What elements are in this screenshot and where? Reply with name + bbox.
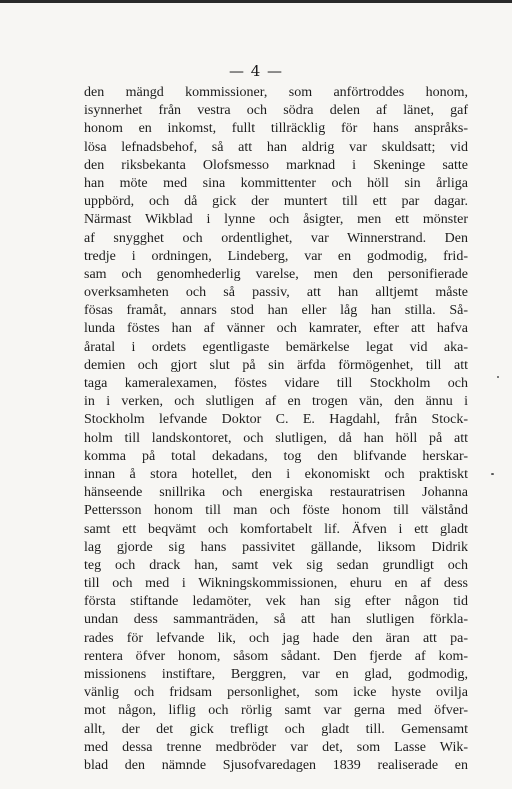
body-text	[84, 84, 468, 775]
text-line: blad den nämnde Sjusofvaredagen 1839 realiserade en	[84, 757, 468, 773]
text-line: till och med i Wikningskommissionen, ehuru en af dess	[84, 576, 468, 592]
text-line: mot någon, liflig och rörlig samt var gerna med öfver-	[84, 703, 468, 719]
text-line: af snygghet och ordentlighet, var Winnerstrand. Den	[84, 230, 468, 246]
text-line: overksamheten och så passiv, att han alltjemt måste	[84, 285, 468, 301]
text-line: Stockholm lefvande Doktor C. E. Hagdahl, från Stock-	[84, 412, 468, 428]
text-line: missionens instiftare, Berggren, var en glad, godmodig,	[84, 667, 468, 682]
text-line: lunda föstes han af vänner och kamrater, efter att hafva	[84, 321, 468, 337]
text-line: sam och genomhederlig varelse, men den personifierade	[84, 266, 468, 282]
text-line: uppbörd, och då gick der muntert till ett par dagar.	[84, 194, 468, 210]
ink-speck	[497, 376, 499, 378]
text-line: teg och drack han, samt vek sig sedan grundligt och	[84, 557, 468, 573]
text-line: innan å stora hotellet, den i ekonomiskt och praktiskt	[84, 466, 468, 482]
text-line: in i verken, och slutligen af en trogen vän, den ännu i	[84, 394, 468, 410]
text-line: Närmast Wikblad i lynne och åsigter, men ett mönster	[84, 212, 468, 228]
text-line: demien och gjort slut på sin ärfda förmögenhet, till att	[84, 357, 468, 373]
text-line: komma på total dekadans, tog den blifvande herskar-	[84, 448, 468, 464]
top-border-rule	[0, 0, 512, 3]
text-line: undan dess sammanträden, så att han slutligen förkla-	[84, 612, 468, 628]
text-line: rades för lefvande lik, och jag hade den äran att pa-	[84, 630, 468, 646]
text-line: lag gjorde sig hans passivitet gällande, liksom Didrik	[84, 539, 468, 555]
text-line: holm till landskontoret, och slutligen, då han höll på att	[84, 430, 468, 446]
text-line: isynnerhet från vestra och södra delen af länet, gaf	[84, 103, 468, 119]
page-number: — 4 —	[228, 62, 284, 80]
text-line: tredje i ordningen, Lindeberg, var en godmodig, frid-	[84, 248, 468, 264]
text-line: första stiftande ledamöter, vek han sig efter någon tid	[84, 594, 468, 610]
text-line: allt, der det gick trefligt och gladt till. Gemensamt	[84, 721, 468, 737]
text-line: fösas framåt, annars stod han eller låg han stilla. Så-	[84, 303, 468, 319]
text-line: taga kameralexamen, föstes vidare till Stockholm och	[84, 376, 468, 391]
text-line: lösa lefnadsbehof, så att han aldrig var skuldsatt; vid	[84, 139, 468, 155]
ink-speck	[491, 473, 494, 475]
text-line: vänlig och fridsam personlighet, som icke hyste ovilja	[84, 685, 468, 701]
text-line: den mängd kommissioner, som anförtroddes honom,	[84, 85, 468, 100]
text-line: rentera öfver honom, såsom sådant. Den fjerde af kom-	[84, 648, 468, 664]
text-line: samt ett beqvämt och komfortabelt lif. Äfven i ett gladt	[84, 521, 468, 537]
text-line: åratal i ordets egentligaste bemärkelse legat vid aka-	[84, 339, 468, 355]
text-line: honom en inkomst, fullt tillräcklig för hans anspråks-	[84, 121, 468, 137]
text-line: Pettersson honom till man och föste honom till välstånd	[84, 503, 468, 519]
text-line: hänseende snillrika och energiska restauratrisen Johanna	[84, 485, 468, 501]
text-line: med dessa trenne medbröder var det, som Lasse Wik-	[84, 739, 468, 755]
text-line: han möte med sina kommittenter och höll sin årliga	[84, 175, 468, 191]
text-line: den riksbekanta Olofsmesso marknad i Skeninge satte	[84, 157, 468, 173]
